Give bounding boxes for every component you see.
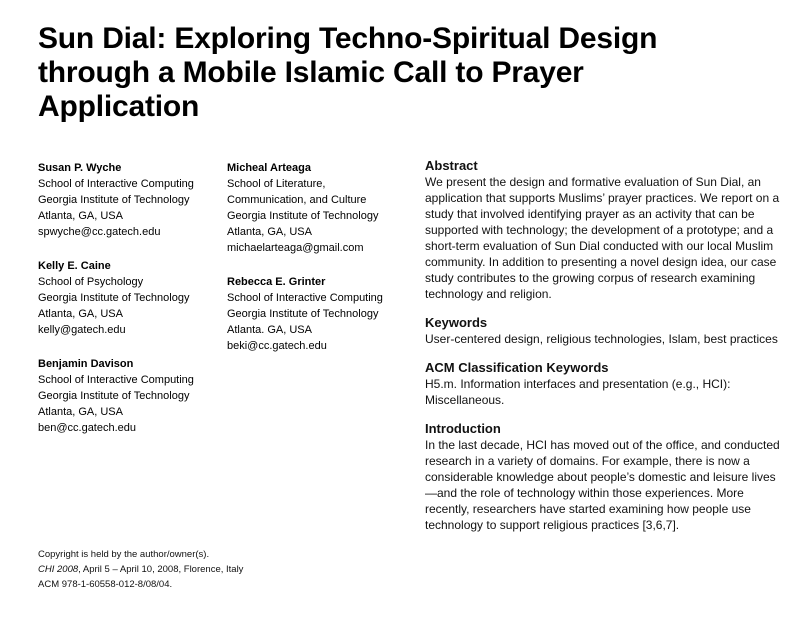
- abstract-text: We present the design and formative evaluation of Sun Dial, an application that supports Muslims’ prayer practices. We report on a study that involved identifying prayer as an activity that can be supported with technology; the development of a prototype; and a short-term evaluation of Sun Dial conducted with our local Muslim community. In addition to presenting a novel design idea, our case study contributes to the growing corpus of research examining technology and religion.: [425, 175, 780, 301]
- author-institution: Georgia Institute of Technology: [227, 210, 379, 222]
- author-email: beki@cc.gatech.edu: [227, 340, 327, 352]
- conference-name: CHI 2008: [38, 564, 79, 575]
- author-location: Atlanta. GA, USA: [227, 324, 312, 336]
- author-location: Atlanta, GA, USA: [38, 406, 123, 418]
- author-affiliation: School of Interactive Computing: [38, 178, 194, 190]
- author-institution: Georgia Institute of Technology: [38, 292, 190, 304]
- author-affiliation: School of Interactive Computing: [227, 292, 383, 304]
- acm-section: [425, 360, 787, 408]
- author-institution: Georgia Institute of Technology: [38, 390, 190, 402]
- author-email: ben@cc.gatech.edu: [38, 422, 137, 434]
- authors-column-left: [38, 160, 223, 454]
- acm-isbn-line: ACM 978-1-60558-012-8/08/04.: [38, 579, 173, 590]
- acm-heading: ACM Classification Keywords: [425, 360, 609, 375]
- author-email: kelly@gatech.edu: [38, 324, 126, 336]
- abstract-heading: Abstract: [425, 158, 478, 173]
- right-column: [425, 158, 787, 546]
- keywords-text: User-centered design, religious technologies, Islam, best practices: [425, 332, 778, 346]
- introduction-section: [425, 421, 787, 533]
- author-name: Benjamin Davison: [38, 358, 134, 370]
- author-institution: Georgia Institute of Technology: [38, 194, 190, 206]
- author-name: Susan P. Wyche: [38, 162, 122, 174]
- conference-line: [38, 562, 368, 577]
- conference-details: , April 5 – April 10, 2008, Florence, Italy: [78, 564, 244, 575]
- introduction-text: In the last decade, HCI has moved out of the office, and conducted research in a variety of domains. For example, there is now a considerable knowledge about people’s domestic and leisure lives—and the role of technology within those experiences. More recently, researchers have started examining how people use technology to support religious practices [3,6,7].: [425, 438, 780, 532]
- title-line-1: Sun Dial: Exploring Techno-Spiritual Design: [38, 22, 658, 55]
- author-affiliation: School of Psychology: [38, 276, 144, 288]
- authors-column-middle: [227, 160, 417, 372]
- author-name: Micheal Arteaga: [227, 162, 311, 174]
- author-institution: Georgia Institute of Technology: [227, 308, 379, 320]
- author-block: [38, 258, 223, 338]
- author-affiliation-cont: Communication, and Culture: [227, 194, 367, 206]
- author-location: Atlanta, GA, USA: [38, 210, 123, 222]
- author-location: Atlanta, GA, USA: [227, 226, 312, 238]
- author-email: michaelarteaga@gmail.com: [227, 242, 364, 254]
- introduction-heading: Introduction: [425, 421, 501, 436]
- author-affiliation: School of Interactive Computing: [38, 374, 194, 386]
- copyright-notice: [38, 547, 368, 592]
- keywords-section: [425, 315, 787, 347]
- author-email: spwyche@cc.gatech.edu: [38, 226, 161, 238]
- author-block: [227, 274, 417, 354]
- author-name: Rebecca E. Grinter: [227, 276, 326, 288]
- abstract-section: [425, 158, 787, 302]
- copyright-line: Copyright is held by the author/owner(s).: [38, 549, 210, 560]
- title-line-2: through a Mobile Islamic Call to Prayer: [38, 56, 584, 89]
- author-block: [38, 356, 223, 436]
- author-block: [38, 160, 223, 240]
- author-name: Kelly E. Caine: [38, 260, 111, 272]
- author-location: Atlanta, GA, USA: [38, 308, 123, 320]
- author-block: [227, 160, 417, 256]
- title-line-3: Application: [38, 90, 200, 123]
- keywords-heading: Keywords: [425, 315, 488, 330]
- paper-title: [38, 22, 778, 124]
- acm-text: H5.m. Information interfaces and presentation (e.g., HCI): Miscellaneous.: [425, 377, 731, 407]
- author-affiliation: School of Literature,: [227, 178, 326, 190]
